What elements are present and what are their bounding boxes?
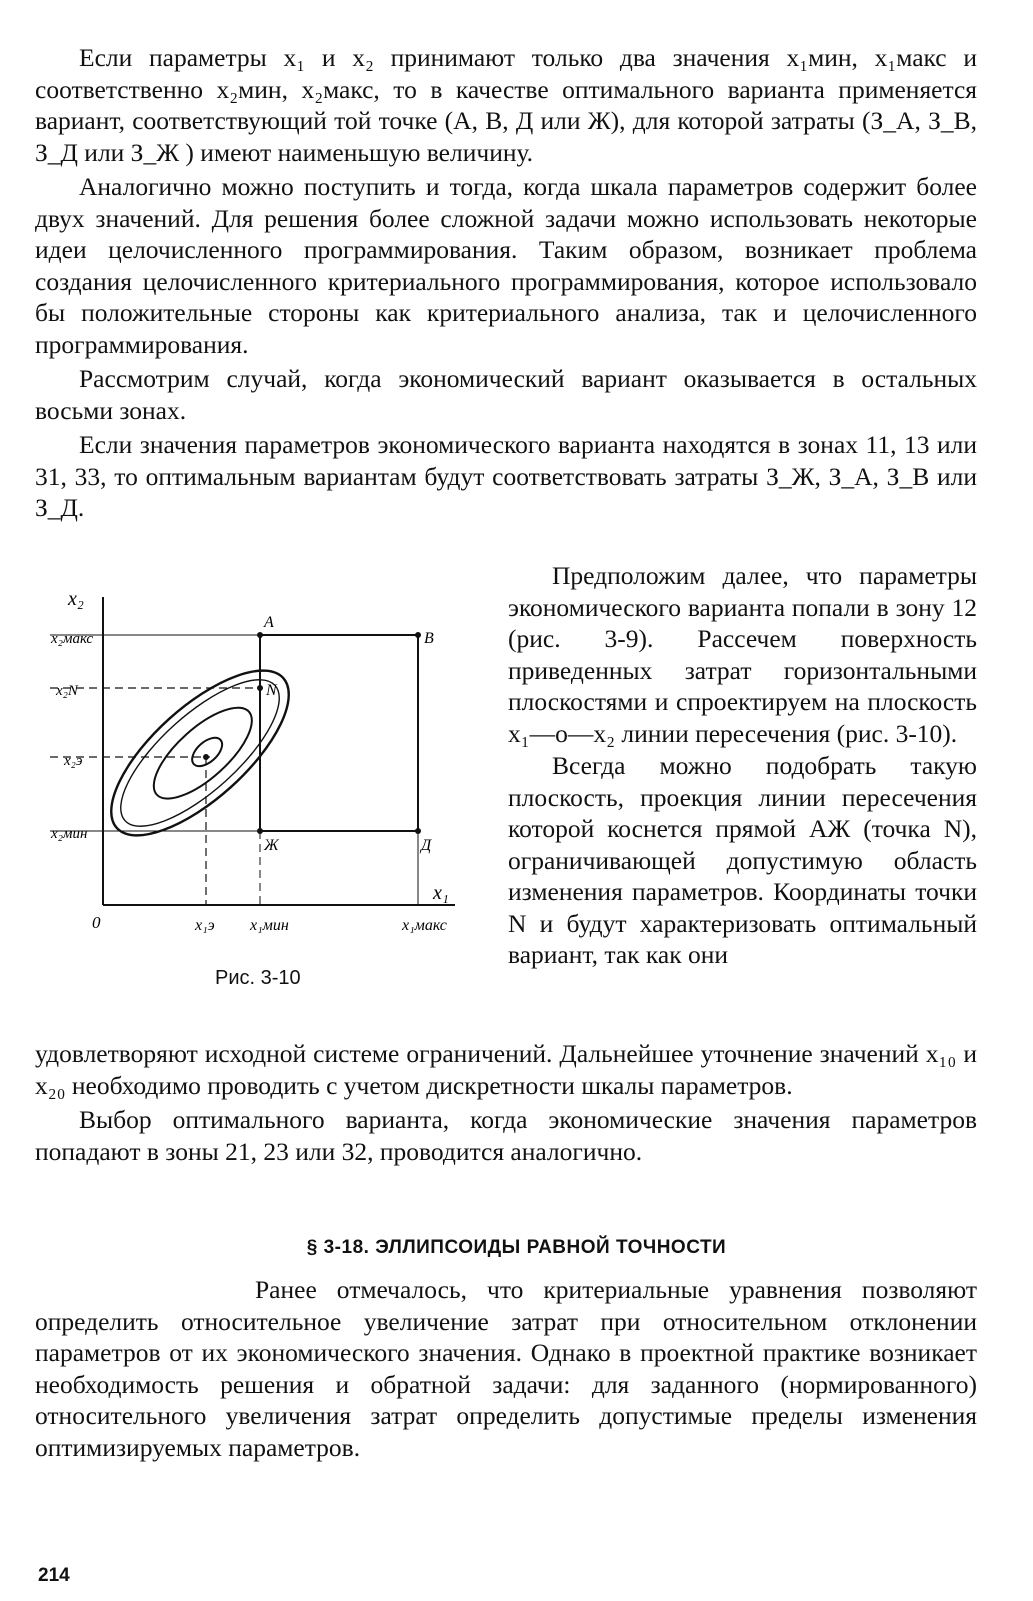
paragraph: Предположим далее, что параметры экономического варианта попали в зону 12 (рис. 3-9). Рассечем поверхность приведенных затрат горизонтальными плоскостями и спроектируем на плоскость x₁—o—x₂ линии пересечения (рис. 3-10). bbox=[508, 561, 977, 748]
label-x2max: x₂макс bbox=[51, 631, 94, 647]
text-block-right bbox=[508, 560, 977, 971]
paragraph: Если значения параметров экономического варианта находятся в зонах 11, 13 или 31, 33, то оптимальным вариантам будут соответствовать затраты З_Ж, З_А, З_В или З_Д. bbox=[35, 430, 977, 522]
paragraph: Если параметры x₁ и x₂ принимают только два значения x₁мин, x₁макс и соответственно x₂мин, x₂макс, то в качестве оптимального варианта применяется вариант, соответствующий той точке (А, В, Д или Ж), для которой затраты (З_А, З_В, З_Д или З_Ж ) имеют наименьшую величину. bbox=[35, 43, 977, 167]
ellipse-middle bbox=[140, 693, 266, 813]
label-N: N bbox=[266, 682, 277, 699]
section-heading: § 3-18. ЭЛЛИПСОИДЫ РАВНОЙ ТОЧНОСТИ bbox=[306, 1237, 727, 1258]
figure-3-10 bbox=[30, 585, 500, 1005]
paragraph: Выбор оптимального варианта, когда экономические значения параметров попадают в зоны 21, 23 или 32, проводится аналогично. bbox=[35, 1105, 977, 1166]
paragraph: Аналогично можно поступить и тогда, когда шкала параметров содержит более двух значений. Для решения более сложной задачи можно использовать некоторые идеи целочисленного программирования. Таким образом, возникает проблема создания целочисленного критериального программирования, которое использовало бы положительные стороны как критериального анализа, так и целочисленного программирования. bbox=[35, 172, 977, 359]
label-x2N: x₂N bbox=[56, 683, 78, 699]
text-block-section bbox=[35, 1274, 977, 1463]
label-origin: 0 bbox=[92, 913, 101, 932]
label-x2e: x₂э bbox=[64, 753, 83, 769]
page-number: 214 bbox=[38, 1565, 70, 1586]
paragraph: Ранее отмечалось, что критериальные уравнения позволяют определить относительное увеличение затрат при относительном отклонении параметров от их экономического значения. Однако в проектной практике возникает необходимость решения и обратной задачи: для заданного (нормированного) относительного увеличения затрат определить допустимые пределы изменения оптимизируемых параметров. bbox=[35, 1275, 977, 1462]
label-x1min: x₁мин bbox=[250, 917, 289, 934]
label-D: Д bbox=[421, 837, 432, 854]
label-x2: x₂ bbox=[68, 588, 84, 610]
label-x1max: x₁макс bbox=[402, 917, 447, 934]
label-A: А bbox=[264, 614, 274, 631]
point-N bbox=[257, 685, 263, 691]
ellipse-group bbox=[86, 644, 314, 862]
point-optimum bbox=[203, 754, 209, 760]
label-Zh: Ж bbox=[264, 837, 279, 854]
text-block-bottom bbox=[35, 1038, 977, 1167]
feasible-region-rect bbox=[260, 635, 418, 831]
text-block-top bbox=[35, 42, 977, 524]
paragraph: удовлетворяют исходной системе ограничений. Дальнейшее уточнение значений x₁₀ и x₂₀ необходимо проводить с учетом дискретности шкалы параметров. bbox=[35, 1039, 977, 1100]
figure-diagram bbox=[30, 585, 500, 1005]
paragraph: Всегда можно подобрать такую плоскость, проекция линии пересечения которой коснется прямой АЖ (точка N), ограничивающей допустимую область изменения параметров. Координаты точки N и будут характеризовать оптимальный вариант, так как они bbox=[508, 751, 977, 969]
label-x2min: x₂мин bbox=[51, 826, 88, 842]
point-D bbox=[415, 828, 421, 834]
figure-caption: Рис. 3-10 bbox=[215, 967, 301, 989]
point-A bbox=[257, 632, 263, 638]
label-x1e: x₁э bbox=[195, 917, 215, 934]
point-Zh bbox=[257, 828, 263, 834]
paragraph: Рассмотрим случай, когда экономический вариант оказывается в остальных восьми зонах. bbox=[35, 364, 977, 425]
ellipse-inner bbox=[187, 732, 227, 771]
ellipse-outer bbox=[86, 644, 314, 862]
label-x1: x₁ bbox=[433, 882, 449, 904]
point-B bbox=[415, 632, 421, 638]
label-B: В bbox=[424, 630, 434, 647]
